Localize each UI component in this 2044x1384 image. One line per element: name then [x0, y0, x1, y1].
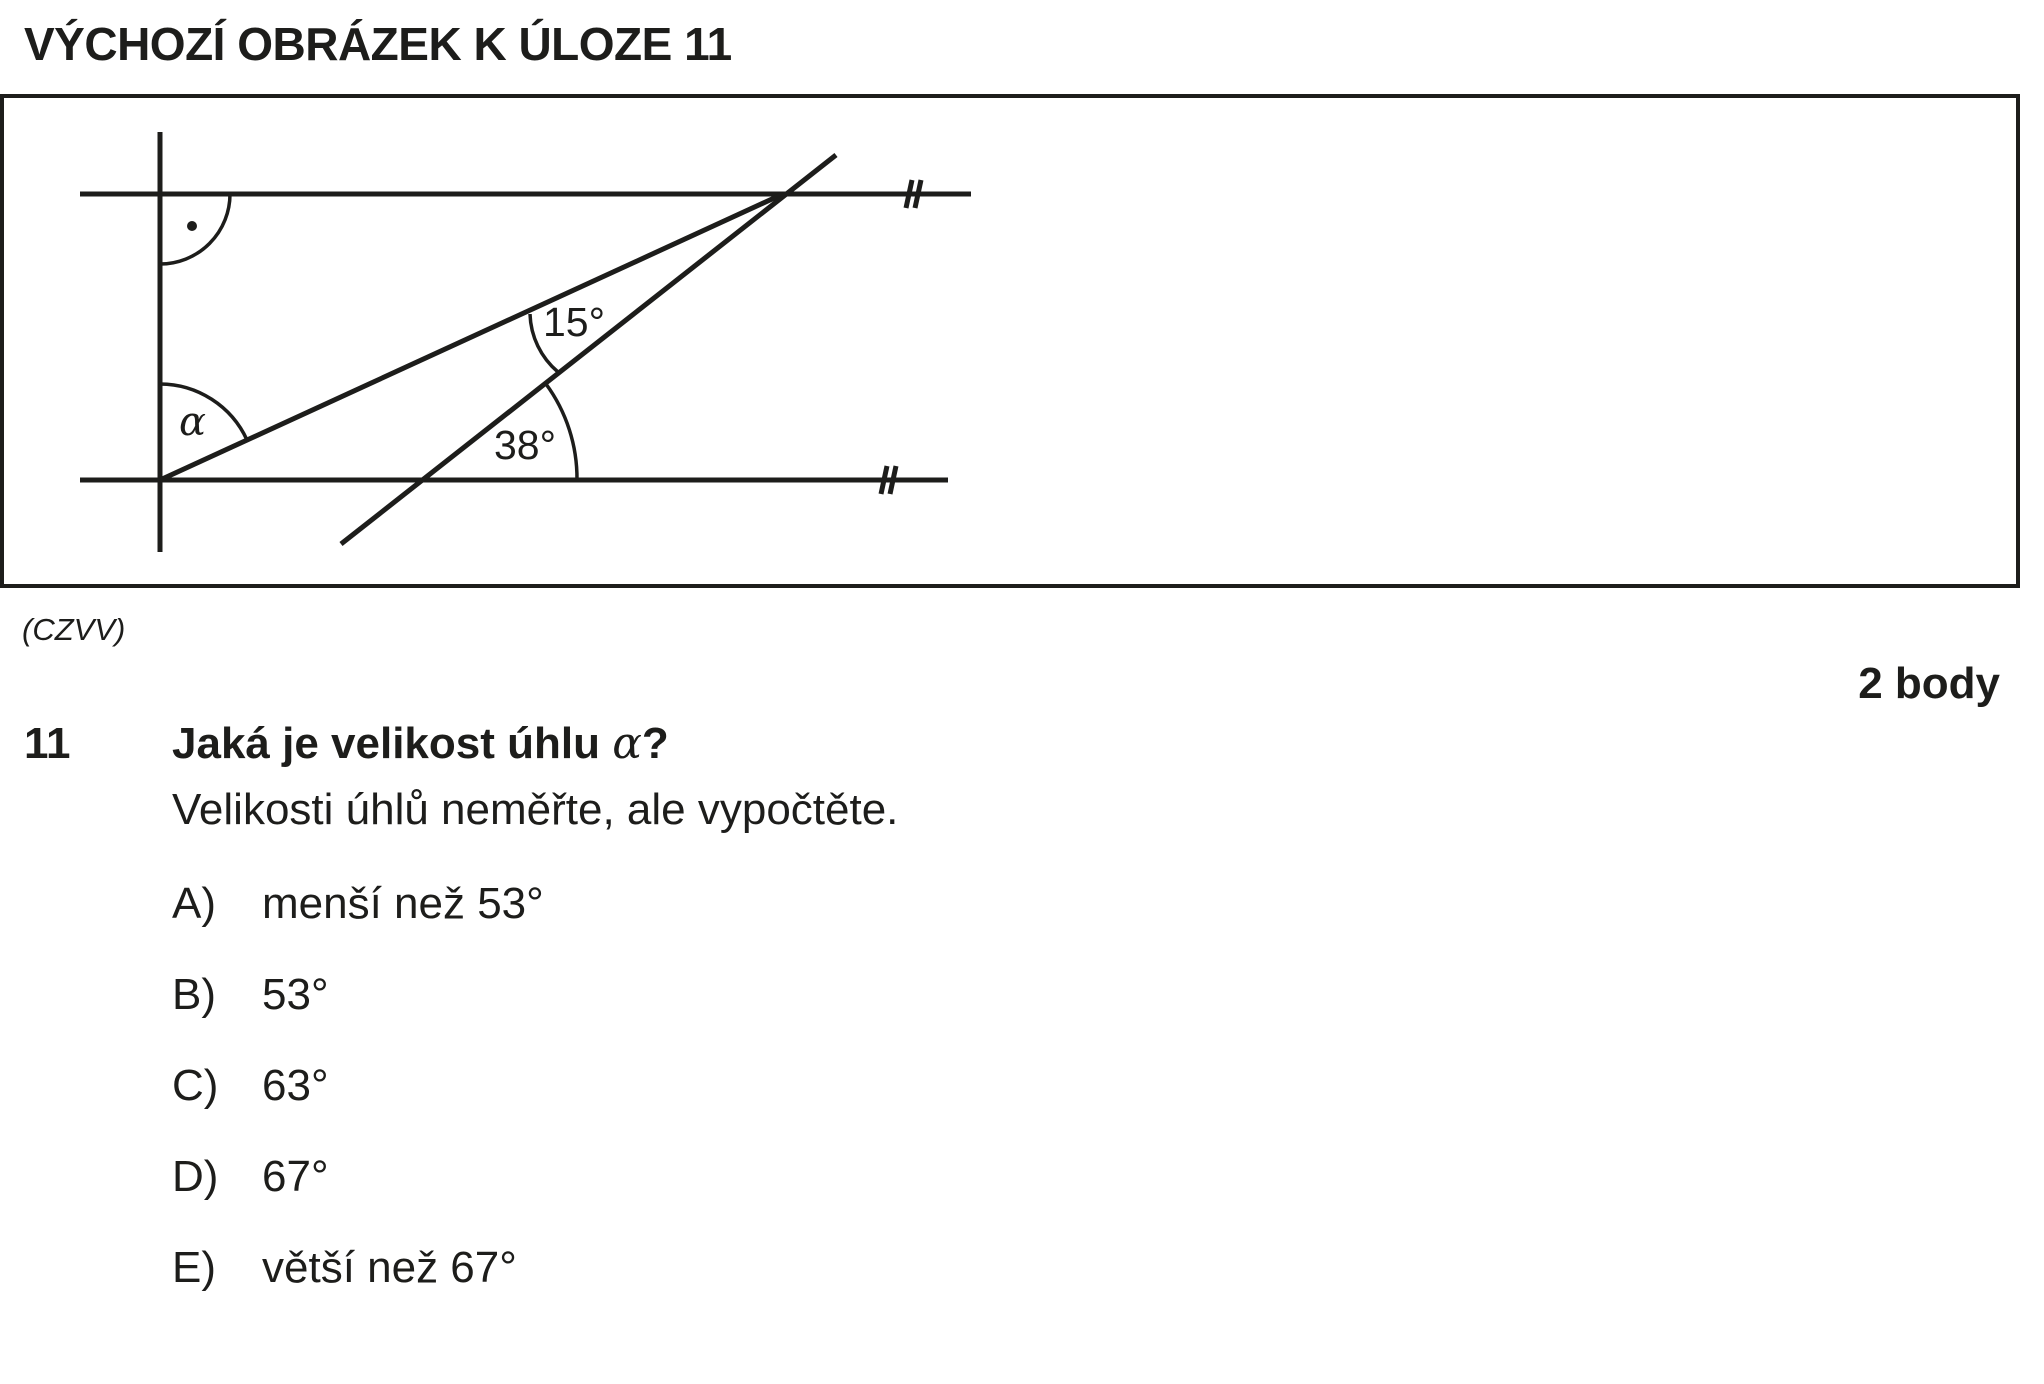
option-text: 63°	[262, 1061, 329, 1110]
question-alpha: α	[612, 718, 642, 769]
question-text	[172, 716, 669, 772]
figure-box	[0, 94, 2020, 588]
transversal-line	[341, 155, 836, 544]
points-label: 2 body	[1858, 659, 2000, 708]
option-letter: E)	[172, 1243, 216, 1292]
option-text: menší než 53°	[262, 879, 544, 928]
parallel-mark-top-2	[915, 180, 921, 208]
option-letter: D)	[172, 1152, 219, 1201]
question-mark: ?	[641, 719, 669, 768]
option-text: větší než 67°	[262, 1243, 517, 1292]
option-letter: C)	[172, 1061, 219, 1110]
connecting-line	[160, 194, 783, 480]
option-letter: A)	[172, 879, 216, 928]
alpha-label: α	[179, 399, 207, 445]
source-credit: (CZVV)	[22, 612, 126, 647]
question-instruction: Velikosti úhlů neměřte, ale vypočtěte.	[172, 785, 899, 834]
question-number: 11	[24, 719, 71, 768]
option-text: 53°	[262, 970, 329, 1019]
angle-38-label: 38°	[494, 422, 557, 468]
question-text-main: Jaká je velikost úhlu	[172, 719, 600, 768]
geometry-figure	[4, 98, 2016, 584]
option-text: 67°	[262, 1152, 329, 1201]
parallel-mark-bottom-2	[890, 466, 896, 494]
parallel-mark-bottom-1	[881, 466, 887, 494]
option-letter: B)	[172, 970, 216, 1019]
figure-heading: VÝCHOZÍ OBRÁZEK K ÚLOZE 11	[24, 18, 732, 70]
angle-15-label: 15°	[543, 299, 606, 345]
right-angle-dot	[187, 221, 197, 231]
parallel-mark-top-1	[906, 180, 912, 208]
